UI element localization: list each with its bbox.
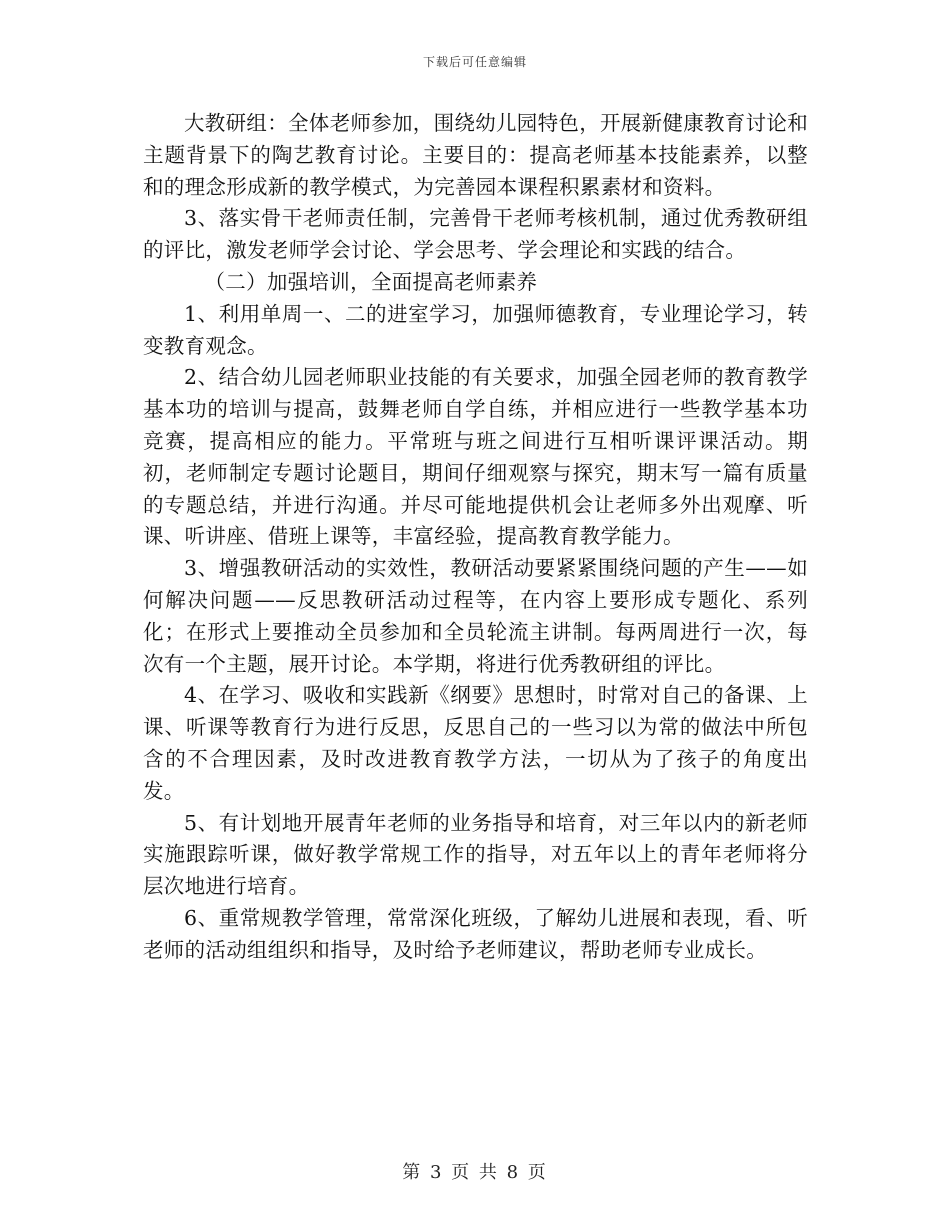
paragraph-research-effectiveness: 3、增强教研活动的实效性，教研活动要紧紧围绕问题的产生——如何解决问题——反思教研活动过程等，在内容上要形成专题化、系列化；在形式上要推动全员参加和全员轮流主讲制。每两周进行一次，每次有一个主题，展开讨论。本学期，将进行优秀教研组的评比。: [143, 556, 808, 676]
paragraph-skills-training: 2、结合幼儿园老师职业技能的有关要求，加强全园老师的教育教学基本功的培训与提高，鼓舞老师自学自练，并相应进行一些教学基本功竞赛，提高相应的能力。平常班与班之间进行互相听课评课活动。期初，老师制定专题讨论题目，期间仔细观察与探究，期末写一篇有质量的专题总结，并进行沟通。并尽可能地提供机会让老师多外出观摩、听课、听讲座、借班上课等，丰富经验，提高教育教学能力。: [143, 365, 808, 549]
paragraph-young-teachers: 5、有计划地开展青年老师的业务指导和培育，对三年以内的新老师实施跟踪听课，做好教学常规工作的指导，对五年以上的青年老师将分层次地进行培育。: [143, 810, 808, 899]
section-heading-training: （二）加强培训，全面提高老师素养: [204, 269, 538, 294]
paragraph-backbone-teacher: 3、落实骨干老师责任制，完善骨干老师考核机制，通过优秀教研组的评比，激发老师学会讨论、学会思考、学会理论和实践的结合。: [143, 206, 808, 263]
page-header: 下载后可任意编辑: [422, 55, 527, 69]
paragraph-teaching-group: 大教研组：全体老师参加，围绕幼儿园特色，开展新健康教育讨论和主题背景下的陶艺教育讨论。主要目的：提高老师基本技能素养，以整和的理念形成新的教学模式，为完善园本课程积累素材和资料。: [143, 111, 808, 199]
paragraph-reflection: 4、在学习、吸收和实践新《纲要》思想时，时常对自己的备课、上课、听课等教育行为进行反思，反思自己的一些习以为常的做法中所包含的不合理因素，及时改进教育教学方法，一切从为了孩子的角度出发。: [143, 683, 808, 803]
paragraph-routine-management: 6、重常规教学管理，常常深化班级，了解幼儿进展和表现，看、听老师的活动组组织和指导，及时给予老师建议，帮助老师专业成长。: [143, 905, 808, 962]
paragraph-study: 1、利用单周一、二的进室学习，加强师德教育，专业理论学习，转变教育观念。: [143, 301, 808, 358]
page-number: 第 3 页 共 8 页: [402, 1162, 548, 1183]
page-body: [143, 108, 808, 967]
